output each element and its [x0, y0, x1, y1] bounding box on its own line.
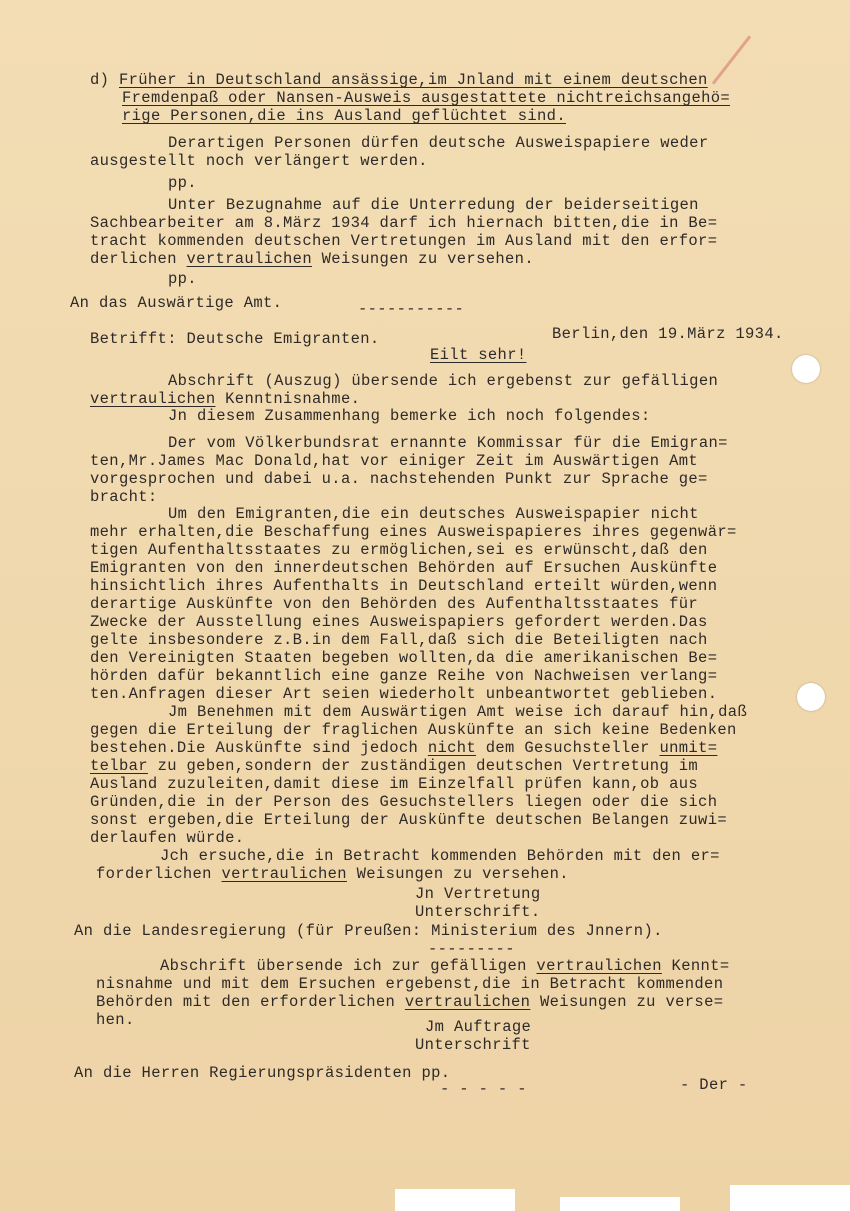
punch-hole-bottom: [797, 683, 825, 711]
signature-2-line-2: Unterschrift: [415, 1036, 531, 1054]
body-line-23: Ausland zuzuleiten,damit diese im Einzelfall prüfen kann,ob aus: [90, 775, 699, 793]
para1-line-2: ausgestellt noch verlängert werden.: [90, 152, 428, 170]
section-d-line-1: d) Früher in Deutschland ansässige,im Jnland mit einem deutschen: [90, 71, 708, 89]
paper-tear-3: [730, 1185, 850, 1211]
body-line-7: bracht:: [90, 488, 158, 506]
para2-line-3: tracht kommenden deutschen Vertretungen im Ausland mit den erfor=: [90, 232, 718, 250]
divider-3: - - - - -: [440, 1080, 527, 1098]
body-line-24: Gründen,die in der Person des Gesuchstellers liegen oder die sich: [90, 793, 718, 811]
paper-tear-2: [560, 1197, 680, 1211]
catchword: - Der -: [680, 1076, 748, 1094]
body-line-5: ten,Mr.James Mac Donald,hat vor einiger Zeit im Auswärtigen Amt: [90, 452, 699, 470]
body-line-6: vorgesprochen und dabei u.a. nachstehenden Punkt zur Sprache ge=: [90, 470, 708, 488]
address-landesregierung: An die Landesregierung (für Preußen: Ministerium des Jnnern).: [74, 922, 663, 940]
red-pencil-mark: [712, 35, 751, 84]
body-line-15: gelte insbesondere z.B.in dem Fall,daß sich die Beteiligten nach: [90, 631, 708, 649]
para2-line-4: derlichen vertraulichen Weisungen zu versehen.: [90, 250, 534, 268]
body2-line-4: hen.: [96, 1011, 135, 1029]
body-line-25: sonst ergeben,die Erteilung der Auskünfte deutschen Belangen zuwi=: [90, 811, 727, 829]
body-line-18: ten.Anfragen dieser Art seien wiederholt unbeantwortet geblieben.: [90, 685, 718, 703]
body2-line-2: nisnahme und mit dem Ersuchen ergebenst,die in Betracht kommenden: [96, 975, 724, 993]
body-line-16: den Vereinigten Staaten begeben wollten,da die amerikanischen Be=: [90, 649, 718, 667]
divider-1: -----------: [358, 300, 465, 318]
body-line-17: hörden dafür bekanntlich eine ganze Reihe von Nachweisen verlang=: [90, 667, 718, 685]
body2-line-3: Behörden mit den erforderlichen vertraulichen Weisungen zu verse=: [96, 993, 724, 1011]
para2-pp: pp.: [168, 270, 197, 288]
body-line-9: mehr erhalten,die Beschaffung eines Ausweispapieres ihres gegenwär=: [90, 523, 737, 541]
signature-1-line-2: Unterschrift.: [415, 903, 541, 921]
body-line-3: Jn diesem Zusammenhang bemerke ich noch folgendes:: [168, 407, 651, 425]
body-line-4: Der vom Völkerbundsrat ernannte Kommissar für die Emigran=: [168, 434, 728, 452]
body-line-20: gegen die Erteilung der fraglichen Auskünfte an sich keine Bedenken: [90, 721, 737, 739]
body-line-27: Jch ersuche,die in Betracht kommenden Behörden mit den er=: [160, 847, 720, 865]
body-line-8: Um den Emigranten,die ein deutsches Ausweispapier nicht: [168, 505, 699, 523]
para2-line-2: Sachbearbeiter am 8.März 1934 darf ich hiernach bitten,die in Be=: [90, 214, 718, 232]
body-line-12: hinsichtlich ihres Aufenthalts in Deutschland erteilt würden,wenn: [90, 577, 718, 595]
body-line-11: Emigranten von den innerdeutschen Behörden auf Ersuchen Auskünfte: [90, 559, 718, 577]
address-regierungspraesidenten: An die Herren Regierungspräsidenten pp.: [74, 1064, 451, 1082]
signature-2-line-1: Jm Auftrage: [425, 1018, 532, 1036]
body-line-10: tigen Aufenthaltsstaates zu ermöglichen,sei es erwünscht,daß den: [90, 541, 708, 559]
body-line-26: derlaufen würde.: [90, 829, 245, 847]
date-line: Berlin,den 19.März 1934.: [552, 325, 784, 343]
body-line-2: vertraulichen Kenntnisnahme.: [90, 390, 361, 408]
signature-1-line-1: Jn Vertretung: [415, 885, 541, 903]
body2-line-1: Abschrift übersende ich zur gefälligen vertraulichen Kennt=: [160, 957, 730, 975]
section-d-line-2: Fremdenpaß oder Nansen-Ausweis ausgestattete nichtreichsangehö=: [122, 89, 731, 107]
address-auswaertiges-amt: An das Auswärtige Amt.: [70, 294, 283, 312]
subject-line: Betrifft: Deutsche Emigranten.: [90, 330, 380, 348]
section-d-line-3: rige Personen,die ins Ausland geflüchtet sind.: [122, 107, 566, 125]
body-line-22: telbar zu geben,sondern der zuständigen deutschen Vertretung im: [90, 757, 699, 775]
body-line-13: derartige Auskünfte von den Behörden des Aufenthaltsstaates für: [90, 595, 699, 613]
paper-tear-1: [395, 1189, 515, 1211]
body-line-19: Jm Benehmen mit dem Auswärtigen Amt weise ich darauf hin,daß: [168, 703, 748, 721]
body-line-21: bestehen.Die Auskünfte sind jedoch nicht dem Gesuchsteller unmit=: [90, 739, 718, 757]
punch-hole-top: [792, 355, 820, 383]
body-line-28: forderlichen vertraulichen Weisungen zu versehen.: [96, 865, 569, 883]
urgent-note: Eilt sehr!: [430, 346, 527, 364]
para1-pp: pp.: [168, 174, 197, 192]
body-line-1: Abschrift (Auszug) übersende ich ergebenst zur gefälligen: [168, 372, 719, 390]
para1-line-1: Derartigen Personen dürfen deutsche Ausweispapiere weder: [168, 134, 709, 152]
divider-2: ---------: [428, 940, 515, 958]
body-line-14: Zwecke der Ausstellung eines Ausweispapiers gefordert werden.Das: [90, 613, 708, 631]
para2-line-1: Unter Bezugnahme auf die Unterredung der beiderseitigen: [168, 196, 699, 214]
